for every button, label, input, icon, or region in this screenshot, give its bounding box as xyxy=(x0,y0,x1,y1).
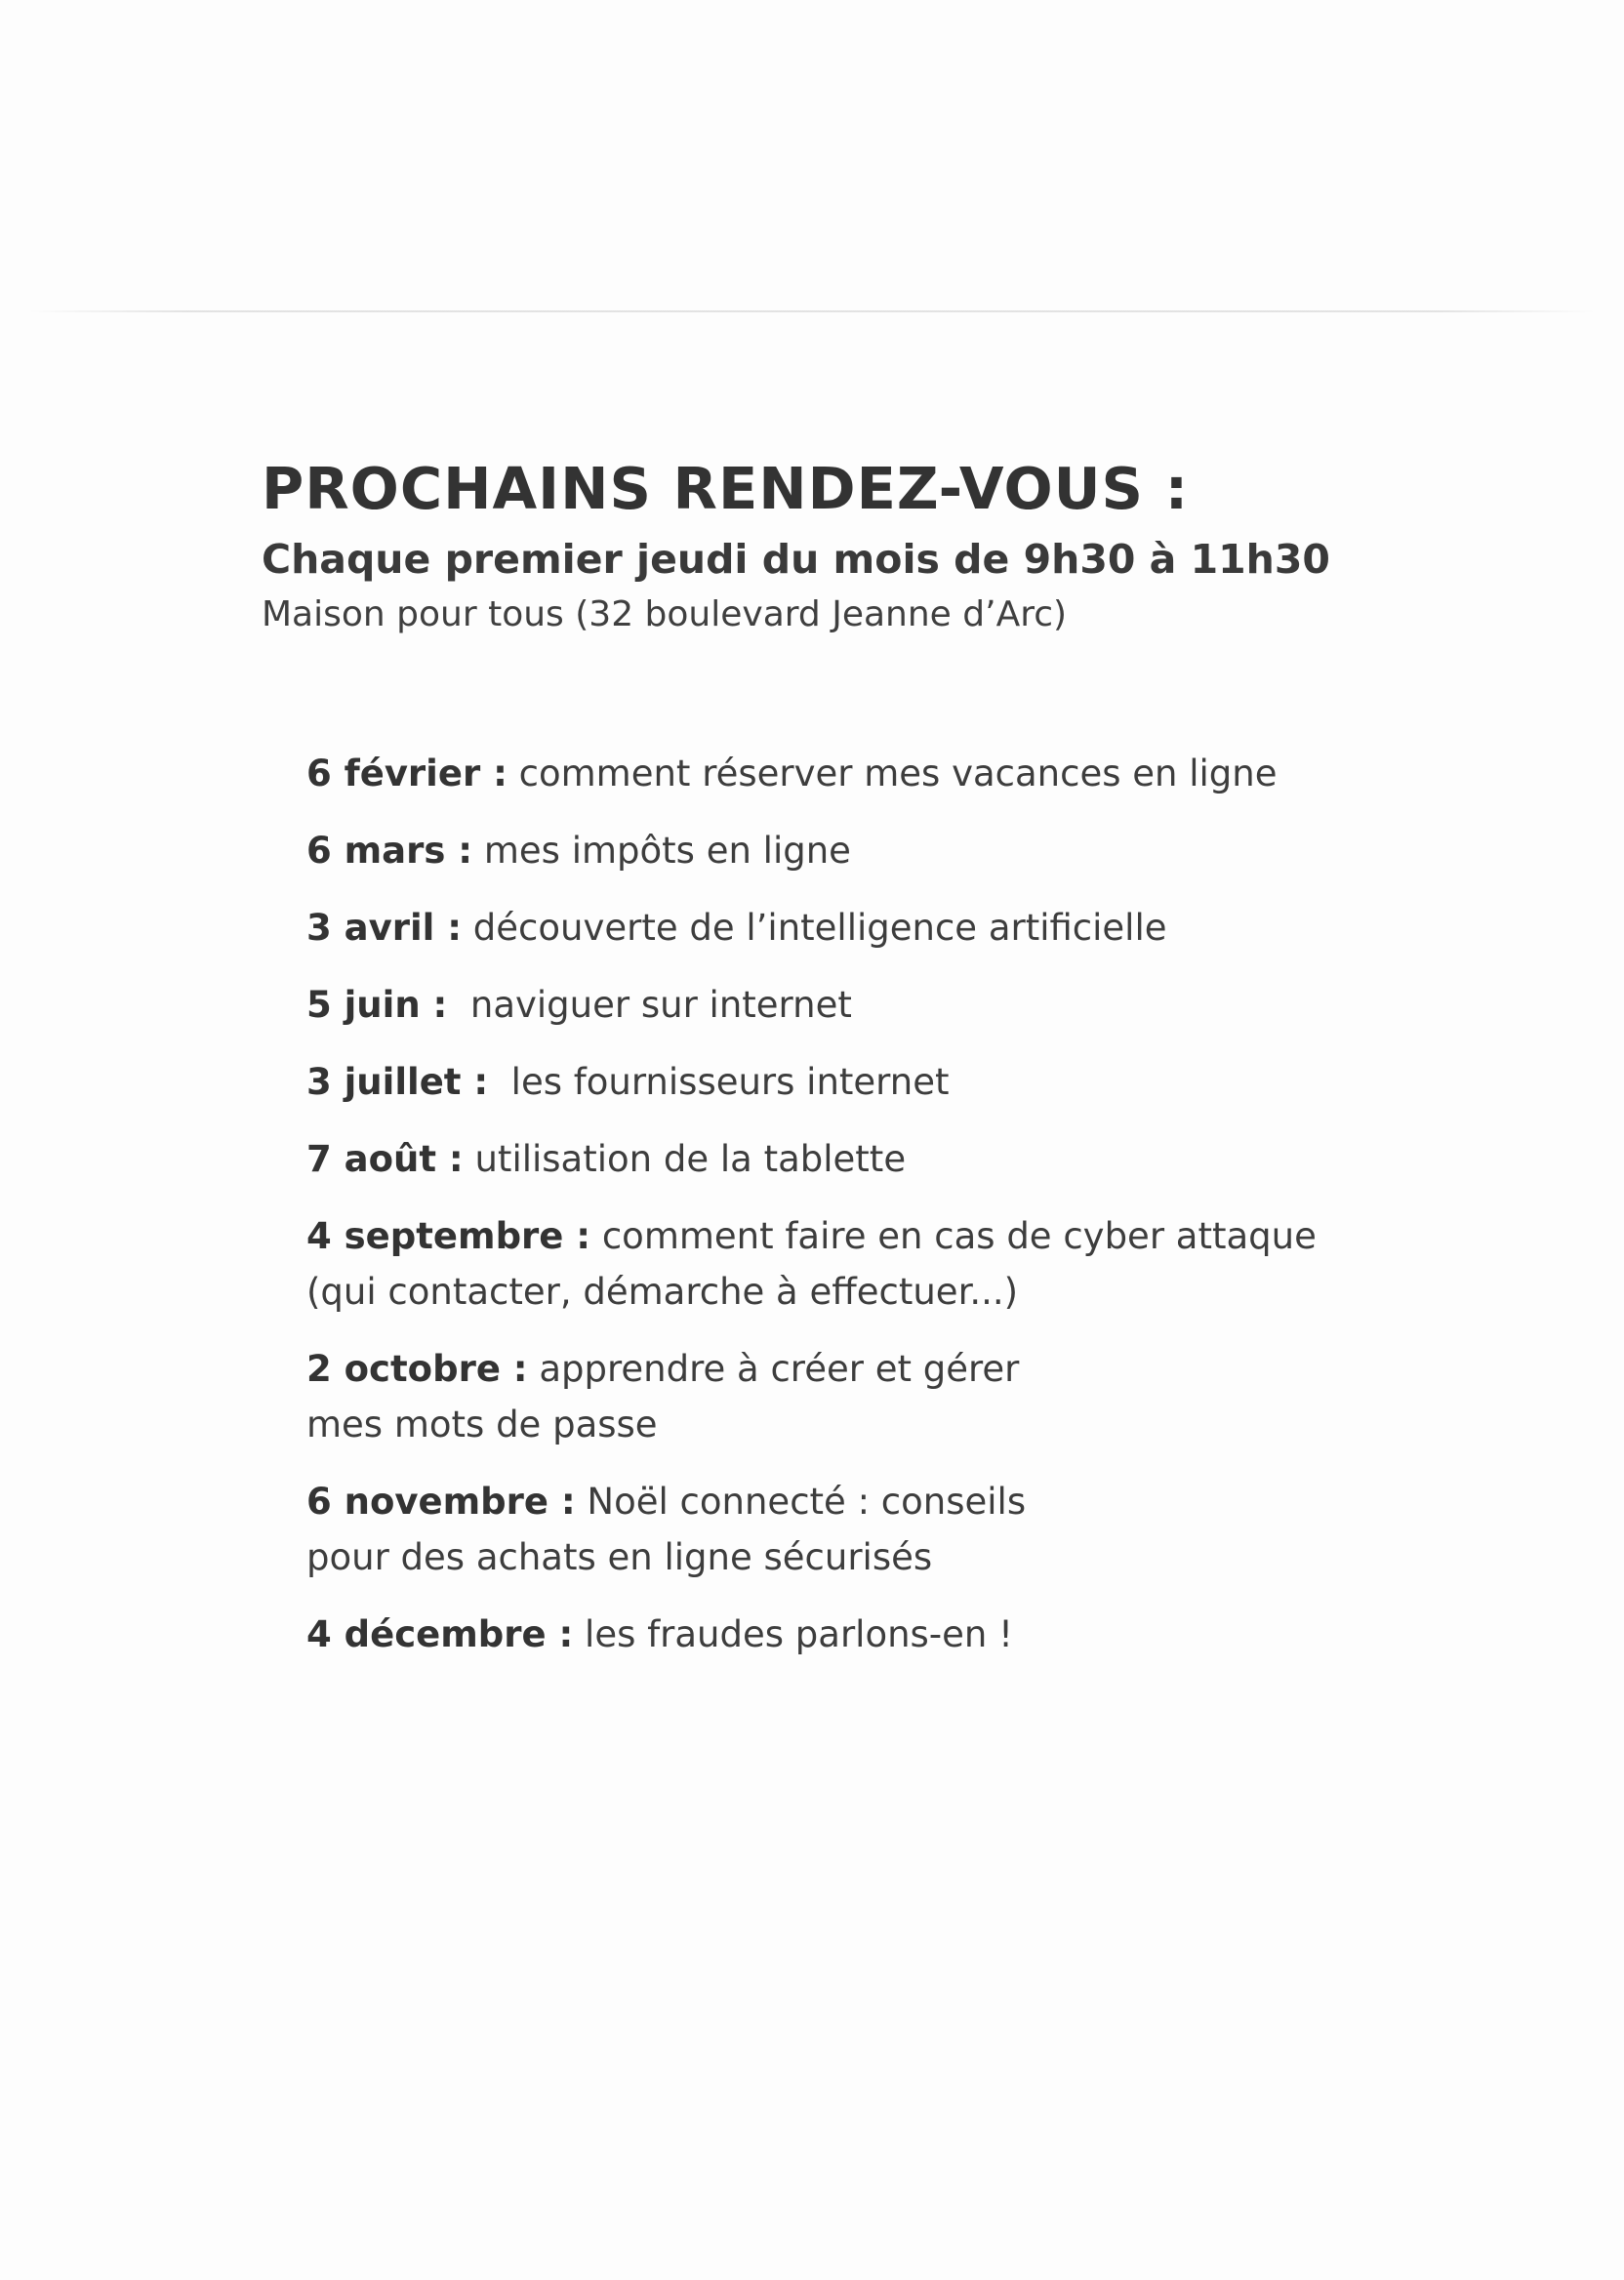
event-date: 2 octobre : xyxy=(306,1348,528,1390)
event-description-continued: pour des achats en ligne sécurisés xyxy=(306,1536,933,1578)
event-date: 6 février : xyxy=(306,753,508,794)
event-item xyxy=(306,1054,1478,1110)
event-description: mes impôts en ligne xyxy=(472,830,851,872)
event-date: 6 mars : xyxy=(306,830,473,872)
event-item xyxy=(306,1341,1478,1452)
event-description: découverte de l’intelligence artificielle xyxy=(462,907,1167,949)
event-item xyxy=(306,1131,1478,1187)
event-description: les fournisseurs internet xyxy=(488,1061,950,1103)
event-date: 6 novembre : xyxy=(306,1481,576,1523)
event-item xyxy=(306,1208,1478,1320)
event-description: naviguer sur internet xyxy=(447,984,852,1026)
schedule-subtitle: Chaque premier jeudi du mois de 9h30 à 11h30 xyxy=(262,536,1330,583)
event-description: utilisation de la tablette xyxy=(463,1138,907,1180)
event-date: 7 août : xyxy=(306,1138,464,1180)
scan-artifact-line xyxy=(29,310,1595,312)
event-description: comment réserver mes vacances en ligne xyxy=(507,753,1278,794)
event-item xyxy=(306,746,1478,801)
event-description-continued: mes mots de passe xyxy=(306,1404,658,1445)
location-line: Maison pour tous (32 boulevard Jeanne d’Arc) xyxy=(262,594,1068,634)
event-description-continued: (qui contacter, démarche à effectuer...) xyxy=(306,1271,1019,1313)
event-item xyxy=(306,823,1478,878)
event-item xyxy=(306,1607,1478,1662)
event-date: 4 septembre : xyxy=(306,1215,591,1257)
event-date: 5 juin : xyxy=(306,984,448,1026)
event-description: comment faire en cas de cyber attaque xyxy=(590,1215,1317,1257)
event-description: les fraudes parlons-en ! xyxy=(573,1613,1013,1655)
events-list xyxy=(306,746,1478,1684)
event-description: Noël connecté : conseils xyxy=(575,1481,1027,1523)
event-item xyxy=(306,900,1478,956)
event-date: 3 juillet : xyxy=(306,1061,489,1103)
page-title: PROCHAINS RENDEZ-VOUS : xyxy=(262,455,1190,522)
header-block xyxy=(262,451,1433,642)
event-item xyxy=(306,1474,1478,1585)
event-item xyxy=(306,977,1478,1033)
event-date: 4 décembre : xyxy=(306,1613,574,1655)
event-description: apprendre à créer et gérer xyxy=(527,1348,1020,1390)
event-date: 3 avril : xyxy=(306,907,463,949)
